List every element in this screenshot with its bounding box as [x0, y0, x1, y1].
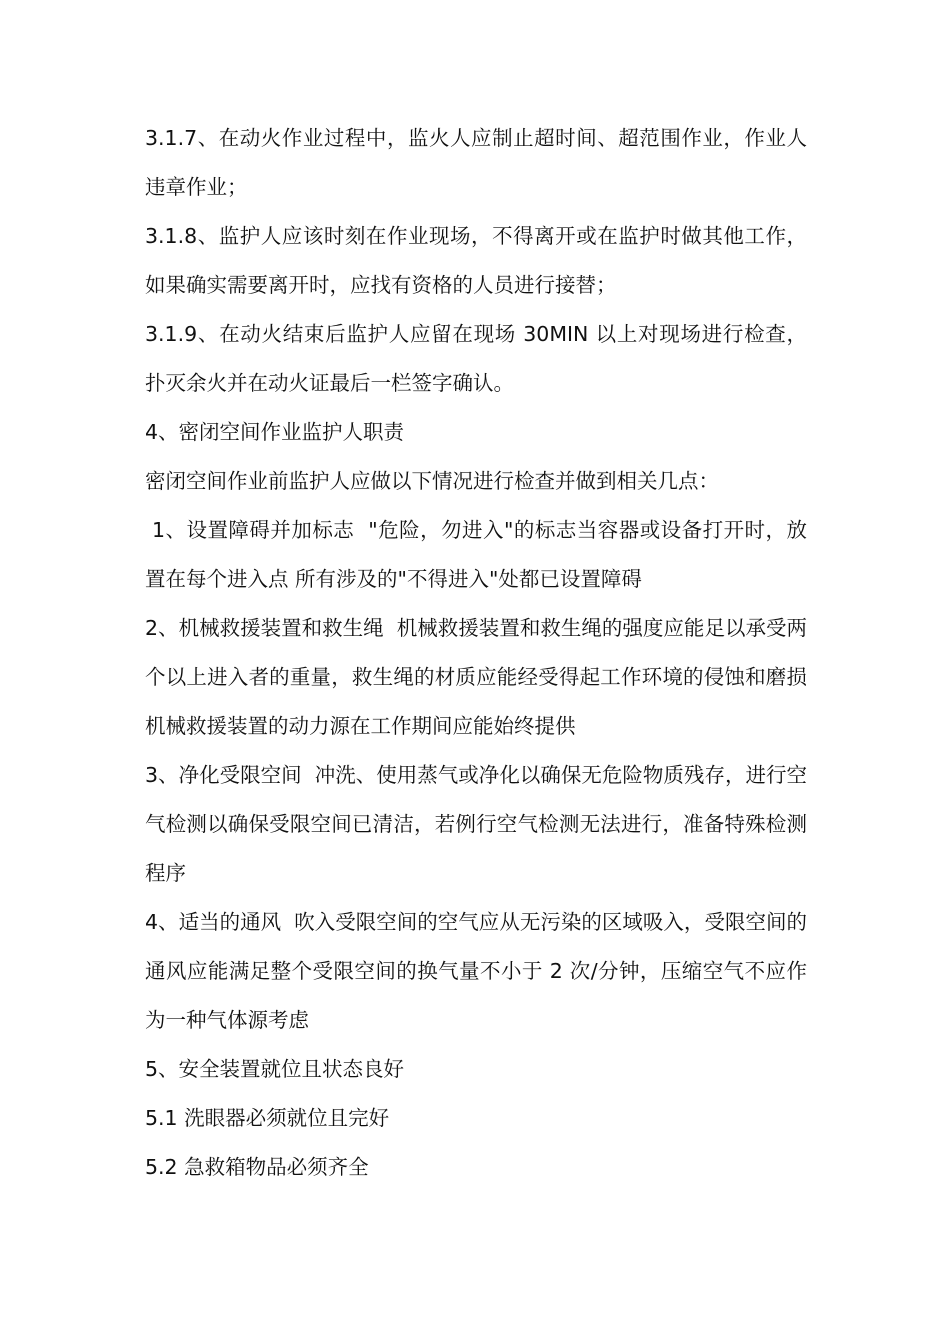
section-heading-4: 4、密闭空间作业监护人职责: [145, 420, 405, 444]
list-item-4: 4、适当的通风 吹入受限空间的空气应从无污染的区域吸入，受限空间的通风应能满足整个受限空间的换气量不小于 2 次/分钟，压缩空气不应作为一种气体源考虑: [145, 910, 807, 1032]
paragraph-intro: 密闭空间作业前监护人应做以下情况进行检查并做到相关几点：: [145, 469, 719, 493]
document-body: [145, 114, 807, 1192]
list-item-1: 1、设置障碍并加标志 "危险，勿进入"的标志当容器或设备打开时，放置在每个进入点 所有涉及的"不得进入"处都已设置障碍: [145, 518, 807, 591]
paragraph-3-1-9: 3.1.9、在动火结束后监护人应留在现场 30MIN 以上对现场进行检查，扑灭余火并在动火证最后一栏签字确认。: [145, 322, 807, 395]
paragraph-3-1-7: 3.1.7、在动火作业过程中，监火人应制止超时间、超范围作业，作业人违章作业；: [145, 126, 807, 199]
list-item-2: 2、机械救援装置和救生绳 机械救援装置和救生绳的强度应能足以承受两个以上进入者的重量，救生绳的材质应能经受得起工作环境的侵蚀和磨损机械救援装置的动力源在工作期间应能始终提供: [145, 616, 807, 738]
sub-item-5-1: 5.1 洗眼器必须就位且完好: [145, 1106, 390, 1130]
paragraph-3-1-8: 3.1.8、监护人应该时刻在作业现场，不得离开或在监护时做其他工作，如果确实需要离开时，应找有资格的人员进行接替；: [145, 224, 807, 297]
list-item-3: 3、净化受限空间 冲洗、使用蒸气或净化以确保无危险物质残存，进行空气检测以确保受限空间已清洁，若例行空气检测无法进行，准备特殊检测程序: [145, 763, 807, 885]
list-item-5: 5、安全装置就位且状态良好: [145, 1057, 405, 1081]
sub-item-5-2: 5.2 急救箱物品必须齐全: [145, 1155, 369, 1179]
